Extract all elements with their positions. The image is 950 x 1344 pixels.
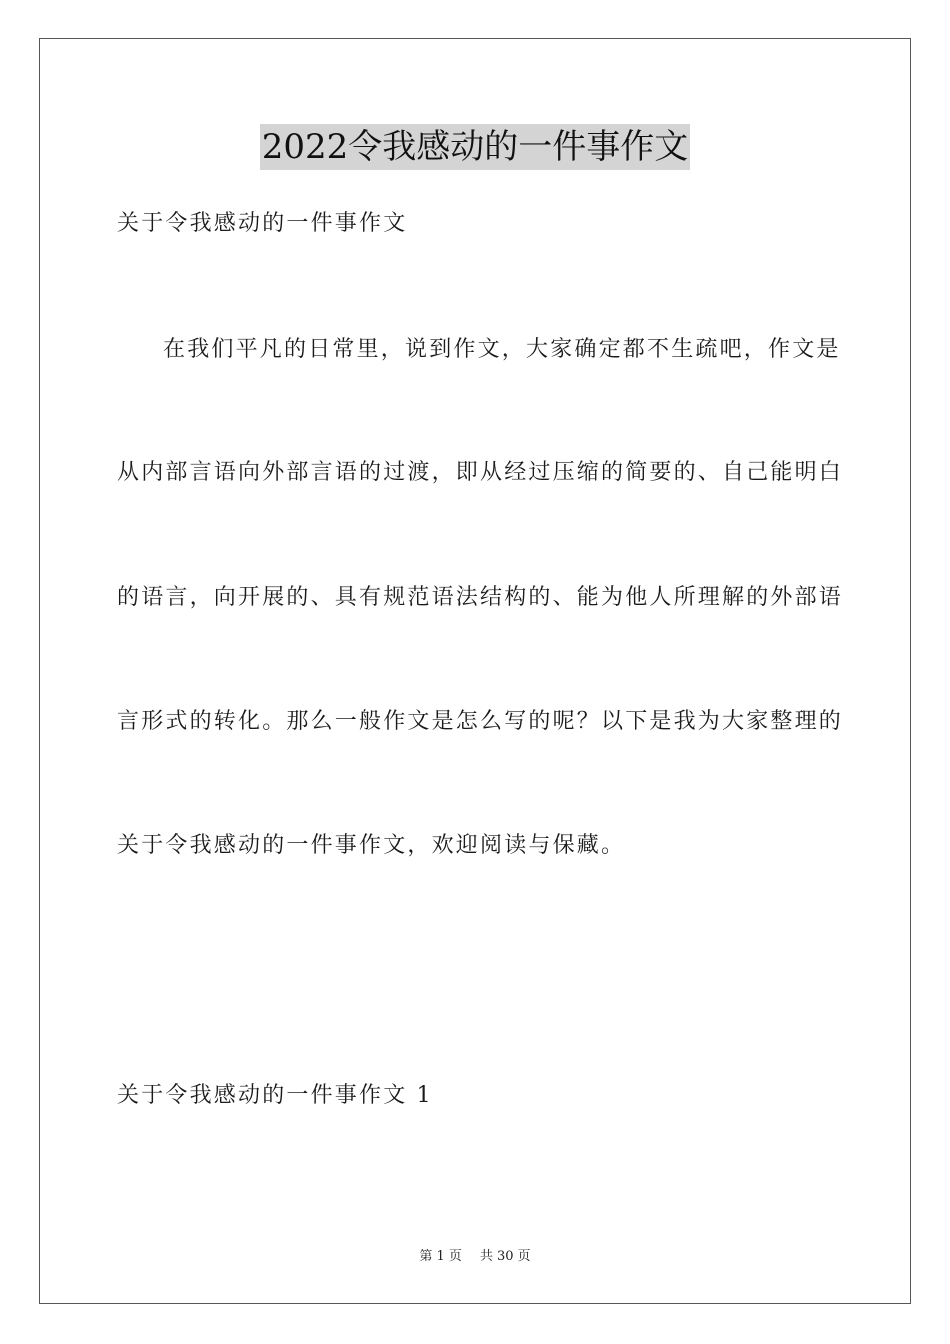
title-container xyxy=(0,124,950,170)
paragraph-line: 在我们平凡的日常里，说到作文，大家确定都不生疏吧，作文是 xyxy=(163,337,841,362)
paragraph-line: 关于令我感动的一件事作文，欢迎阅读与保藏。 xyxy=(117,833,626,858)
document-title: 2022令我感动的一件事作文 xyxy=(260,124,691,170)
paragraph-line: 从内部言语向外部言语的过渡，即从经过压缩的简要的、自己能明白 xyxy=(117,460,844,485)
paragraph-line: 的语言，向开展的、具有规范语法结构的、能为他人所理解的外部语 xyxy=(117,585,844,610)
paragraph-line: 言形式的转化。那么一般作文是怎么写的呢？以下是我为大家整理的 xyxy=(117,709,844,734)
section-heading: 关于令我感动的一件事作文 1 xyxy=(117,1083,433,1108)
page-number: 第 1 页 xyxy=(419,1249,462,1264)
page-footer xyxy=(0,1248,950,1266)
subtitle: 关于令我感动的一件事作文 xyxy=(117,211,408,236)
page-total: 共 30 页 xyxy=(479,1249,531,1264)
